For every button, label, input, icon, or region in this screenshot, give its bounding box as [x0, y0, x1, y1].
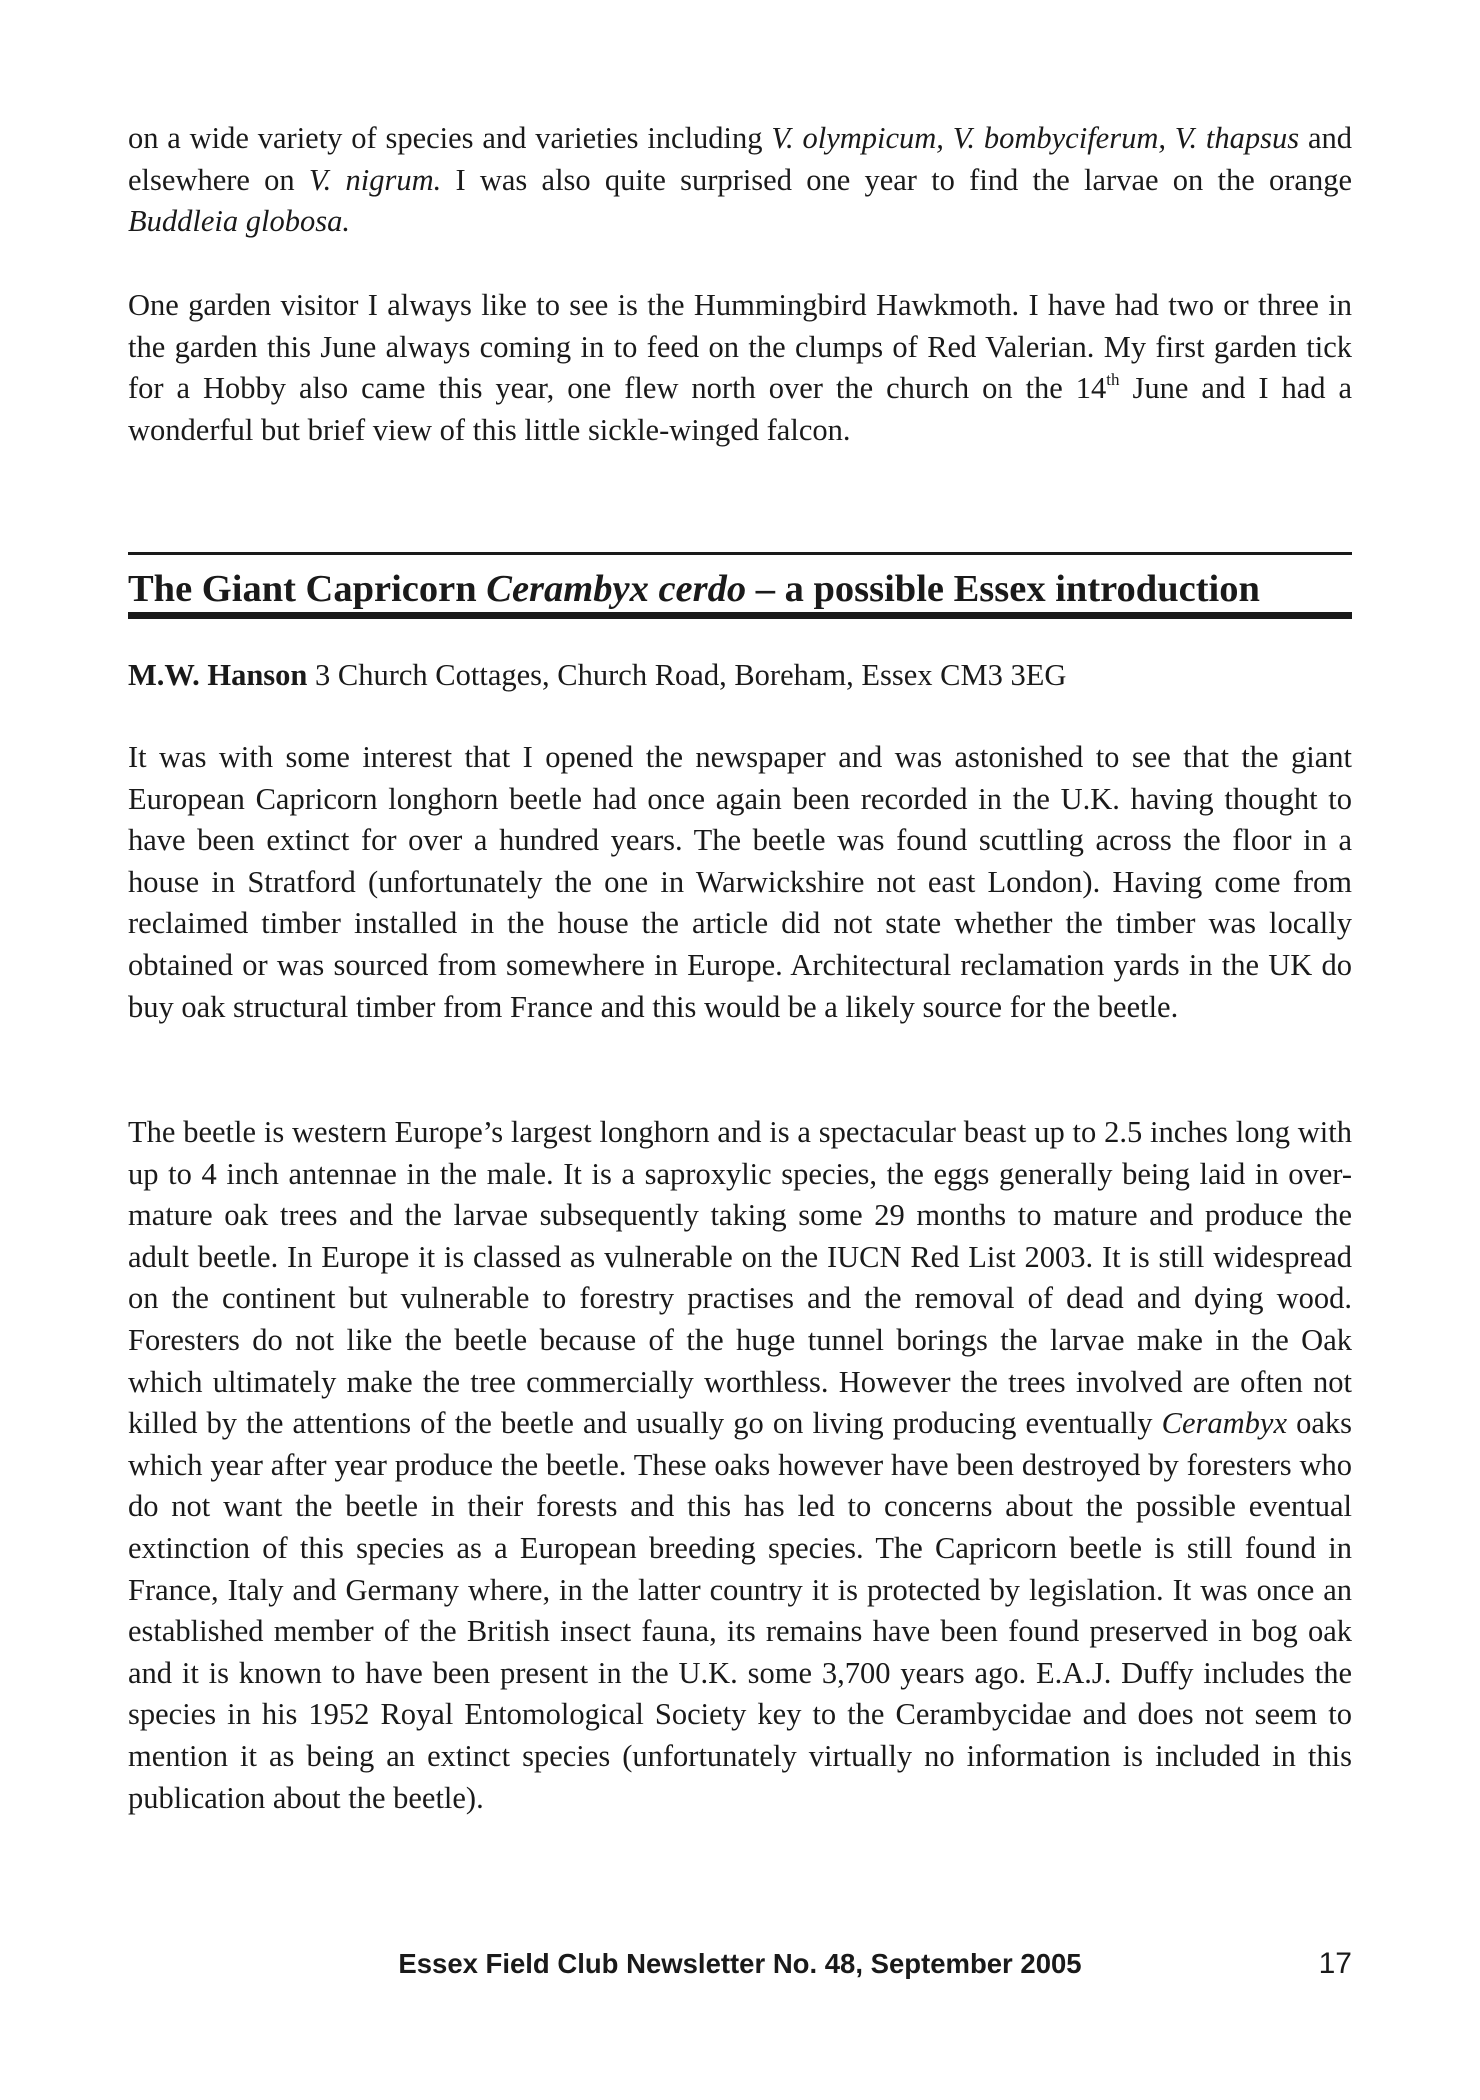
text-run: One garden visitor I always like to see is the Hummingbird Hawkmoth. I have had two or three in the garden this June always coming in to feed on the clumps of Red Valerian. My first garden tick for a Hobby also came this year, one flew north over the church on the 14 — [128, 288, 1352, 406]
article-paragraph-2 — [128, 1112, 1352, 1819]
text-run: It was with some interest that I opened the newspaper and was astonished to see that the giant European Capricorn longhorn beetle had once again been recorded in the U.K. having thought to have been extinct for over a hundred years. The beetle was found scuttling across the floor in a house in Stratford (unfortunately the one in Warwickshire not east London). Having come from reclaimed timber installed in the house the article did not state whether the timber was locally obtained or was sourced from somewhere in Europe. Architectural reclamation yards in the UK do buy oak structural timber from France and this would be a likely source for the beetle. — [128, 740, 1352, 1024]
page-footer — [128, 1946, 1352, 1986]
heading-rule-top — [128, 552, 1352, 555]
italic-text: Buddleia globosa. — [128, 204, 350, 239]
text-run: The Giant Capricorn — [128, 568, 487, 610]
footer-publication: Essex Field Club Newsletter No. 48, September 2005 — [398, 1948, 1082, 1979]
author-address: 3 Church Cottages, Church Road, Boreham, Essex CM3 3EG — [307, 658, 1067, 692]
italic-text: V. olympicum, V. bombyciferum, V. thapsus — [771, 121, 1300, 155]
author-name: M.W. Hanson — [128, 658, 308, 692]
text-run: oaks which year after year produce the beetle. These oaks however have been destroyed by foresters who do not want the beetle in their forests and this has led to concerns about the possible eventual extinction of this species as a European breeding species. The Capricorn beetle is still found in France, Italy and Germany where, in the latter country it is protected by legislation. It was once an established member of the British insect fauna, its remains have been found preserved in bog oak and it is known to have been present in the U.K. some 3,700 years ago. E.A.J. Duffy includes the species in his 1952 Royal Entomological Society key to the Cerambycidae and does not seem to mention it as being an extinct species (unfortunately virtually no information is included in this publication about the beetle). — [128, 1406, 1352, 1815]
text-run: on a wide variety of species and varieties including — [128, 121, 772, 155]
page-number: 17 — [1318, 1947, 1352, 1980]
text-run: June and I had a wonderful but brief view of this little sickle-winged falcon. — [128, 371, 1352, 447]
italic-text: Cerambyx cerdo — [486, 568, 747, 610]
italic-text: Cerambyx — [1161, 1406, 1287, 1441]
continued-paragraph-2 — [128, 285, 1352, 451]
continued-paragraph-1 — [128, 118, 1352, 243]
text-run: I was also quite surprised one year to find the larvae on the orange — [441, 162, 1352, 197]
superscript-text: th — [1106, 370, 1120, 390]
text-run: – a possible Essex introduction — [746, 568, 1260, 610]
italic-text: V. nigrum. — [308, 162, 442, 197]
text-run: The beetle is western Europe’s largest longhorn and is a spectacular beast up to 2.5 inches long with up to 4 inch antennae in the male. It is a saproxylic species, the eggs generally being laid in over-mature oak trees and the larvae subsequently taking some 29 months to mature and produce the adult beetle. In Europe it is classed as vulnerable on the IUCN Red List 2003. It is still widespread on the continent but vulnerable to forestry practises and the removal of dead and dying wood. Foresters do not like the beetle because of the huge tunnel borings the larvae make in the Oak which ultimately make the tree commercially worthless. However the trees involved are often not killed by the attentions of the beetle and usually go on living producing eventually — [128, 1115, 1352, 1441]
author-line — [128, 655, 1352, 697]
article-paragraph-1 — [128, 737, 1352, 1028]
article-heading — [128, 565, 1352, 613]
text-run: and elsewhere on — [128, 121, 1352, 197]
heading-rule-bottom — [128, 612, 1352, 619]
